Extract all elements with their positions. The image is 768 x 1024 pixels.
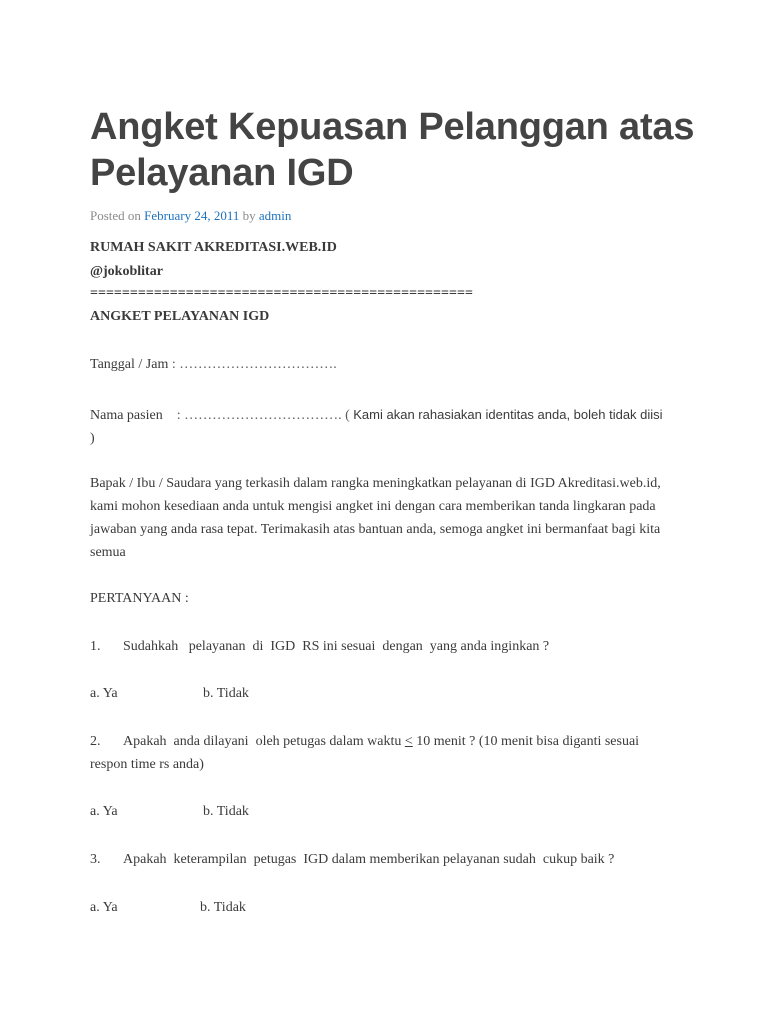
patient-label: Nama pasien — [90, 408, 163, 423]
form-title: ANGKET PELAYANAN IGD — [90, 309, 270, 324]
less-or-equal-symbol: < — [404, 734, 413, 749]
question-text-after: 10 menit ? (10 menit bisa diganti sesuai — [412, 734, 640, 749]
question-2-option-a[interactable]: a. Ya — [90, 804, 118, 819]
question-1-option-a[interactable]: a. Ya — [90, 686, 118, 701]
question-1 — [90, 639, 549, 655]
question-1-option-b[interactable]: b. Tidak — [203, 686, 249, 701]
patient-field — [90, 403, 680, 450]
question-3-option-b[interactable]: b. Tidak — [200, 900, 246, 915]
patient-note: Kami akan rahasiakan identitas anda, boleh tidak diisi — [353, 407, 663, 422]
question-2-line-2: respon time rs anda) — [90, 757, 204, 772]
separator-line: ================================================ — [90, 286, 473, 301]
question-text-before: Apakah anda dilayani oleh petugas dalam waktu — [123, 734, 405, 749]
by-label: by — [242, 208, 256, 223]
date-label: Tanggal / Jam — [90, 357, 169, 372]
patient-value: : ……………………………. ( — [176, 408, 350, 423]
question-2 — [90, 734, 639, 750]
question-number: 2. — [90, 734, 101, 749]
question-3-option-a[interactable]: a. Ya — [90, 900, 118, 915]
hospital-name: RUMAH SAKIT AKREDITASI.WEB.ID — [90, 240, 337, 255]
questions-label: PERTANYAAN : — [90, 591, 189, 606]
question-3 — [90, 852, 614, 868]
posted-on-label: Posted on — [90, 208, 141, 223]
question-number: 1. — [90, 639, 101, 654]
author-handle: @jokoblitar — [90, 264, 163, 279]
post-meta — [90, 208, 291, 224]
date-value: : ……………………………. — [171, 357, 337, 372]
question-number: 3. — [90, 852, 101, 867]
question-text: Apakah keterampilan petugas IGD dalam memberikan pelayanan sudah cukup baik ? — [123, 852, 615, 867]
article-title: Angket Kepuasan Pelanggan atas Pelayanan IGD — [90, 106, 695, 194]
post-date-link[interactable]: February 24, 2011 — [144, 208, 240, 223]
question-2-option-b[interactable]: b. Tidak — [203, 804, 249, 819]
patient-close: ) — [90, 431, 95, 446]
intro-paragraph: Bapak / Ibu / Saudara yang terkasih dalam rangka meningkatkan pelayanan di IGD Akreditasi.web.id, kami mohon kesediaan anda untuk mengisi angket ini dengan cara memberikan tanda lingkaran pada jawaban yang anda rasa tepat. Terimakasih atas bantuan anda, semoga angket ini bermanfaat bagi kita semua — [90, 476, 661, 560]
question-text: Sudahkah pelayanan di IGD RS ini sesuai dengan yang anda inginkan ? — [123, 639, 550, 654]
author-link[interactable]: admin — [258, 208, 292, 223]
date-field — [90, 357, 337, 373]
